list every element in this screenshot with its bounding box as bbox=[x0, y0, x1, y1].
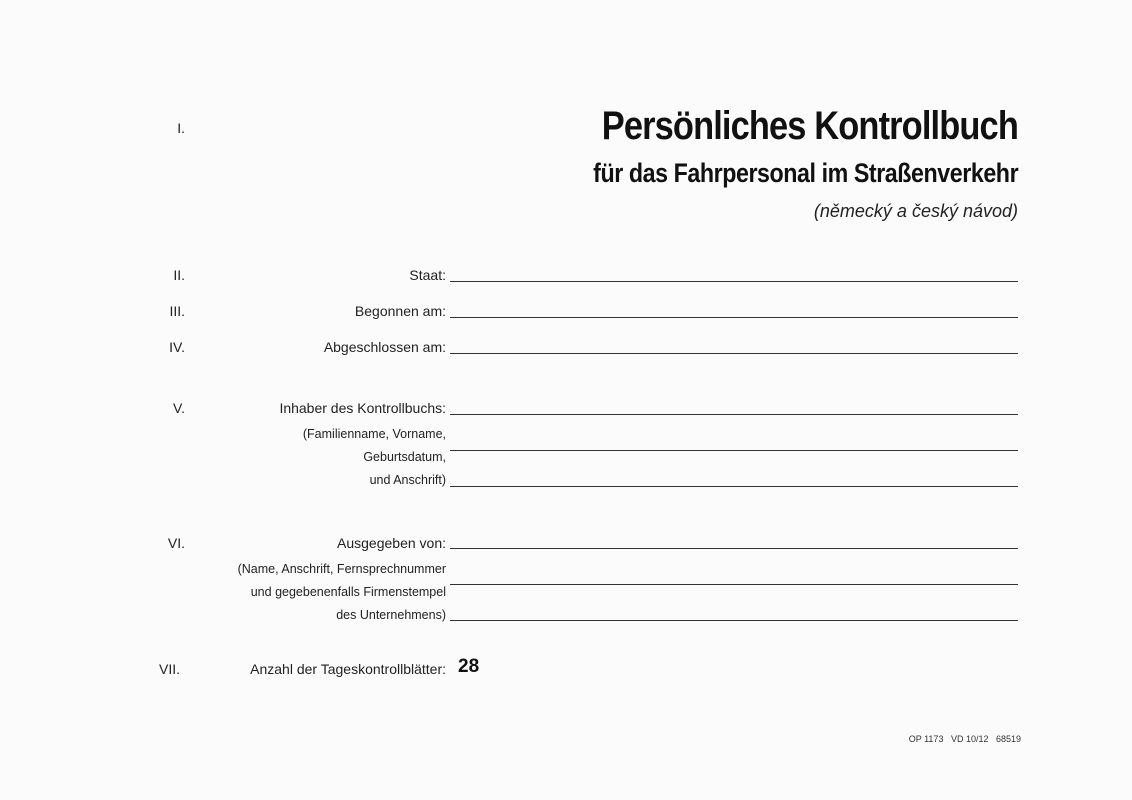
ausgegeben-von-sublabel-3: des Unternehmens) bbox=[336, 608, 446, 622]
inhaber-field-line-2[interactable] bbox=[450, 450, 1018, 451]
ausgegeben-von-label: Ausgegeben von: bbox=[337, 535, 446, 551]
begonnen-am-label: Begonnen am: bbox=[354, 303, 446, 319]
ausgegeben-von-field-line-2[interactable] bbox=[450, 584, 1018, 585]
inhaber-field-line-3[interactable] bbox=[450, 486, 1018, 487]
inhaber-sublabel-2: Geburtsdatum, bbox=[363, 450, 446, 464]
inhaber-label: Inhaber des Kontrollbuchs: bbox=[279, 400, 446, 416]
section-number-iv: IV. bbox=[169, 339, 185, 355]
anzahl-value: 28 bbox=[458, 656, 480, 677]
ausgegeben-von-field-line-3[interactable] bbox=[450, 620, 1018, 621]
staat-field-line[interactable] bbox=[450, 281, 1018, 282]
section-number-v: V. bbox=[173, 400, 185, 416]
inhaber-sublabel-3: und Anschrift) bbox=[369, 473, 446, 487]
form-subtitle: für das Fahrpersonal im Straßenverkehr bbox=[593, 158, 1018, 188]
section-number-ii: II. bbox=[173, 267, 185, 283]
section-number-i: I. bbox=[177, 120, 185, 136]
inhaber-field-line-1[interactable] bbox=[450, 414, 1018, 415]
ausgegeben-von-sublabel-2: und gegebenenfalls Firmenstempel bbox=[250, 585, 446, 599]
language-note: (německý a český návod) bbox=[813, 201, 1018, 221]
section-number-vi: VI. bbox=[167, 535, 185, 551]
form-title: Persönliches Kontrollbuch bbox=[601, 104, 1018, 148]
ausgegeben-von-sublabel-1: (Name, Anschrift, Fernsprechnummer bbox=[237, 562, 446, 576]
ausgegeben-von-field-line-1[interactable] bbox=[450, 548, 1018, 549]
section-number-iii: III. bbox=[169, 303, 185, 319]
footer-code: OP 1173 VD 10/12 68519 bbox=[908, 734, 1021, 744]
anzahl-label: Anzahl der Tageskontrollblätter: bbox=[250, 661, 446, 677]
abgeschlossen-am-field-line[interactable] bbox=[450, 353, 1018, 354]
begonnen-am-field-line[interactable] bbox=[450, 317, 1018, 318]
abgeschlossen-am-label: Abgeschlossen am: bbox=[323, 339, 446, 355]
section-number-vii: VII. bbox=[158, 661, 180, 677]
staat-label: Staat: bbox=[409, 267, 446, 283]
inhaber-sublabel-1: (Familienname, Vorname, bbox=[302, 427, 446, 441]
